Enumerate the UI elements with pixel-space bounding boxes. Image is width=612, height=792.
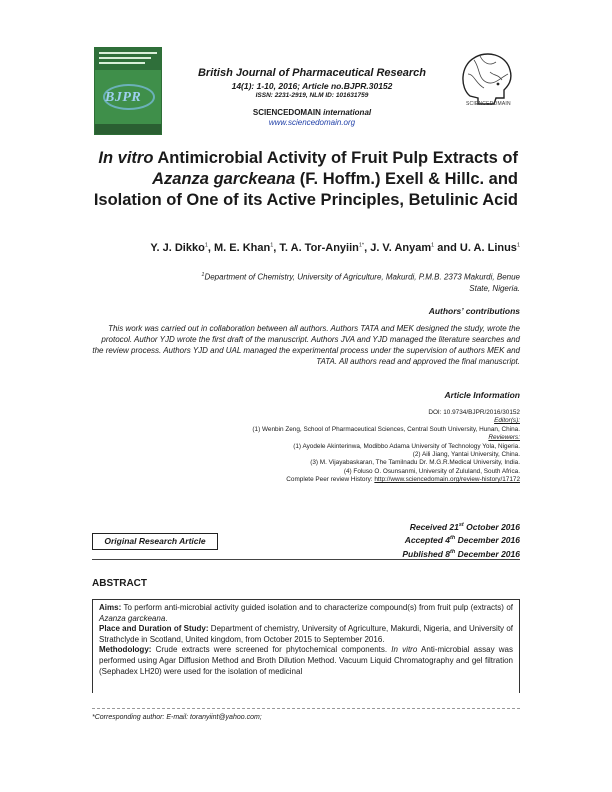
article-type-box: Original Research Article [92, 533, 218, 550]
received-date: Received 21st October 2016 [409, 521, 520, 532]
abstract-heading: ABSTRACT [92, 578, 147, 589]
accepted-date: Accepted 4th December 2016 [404, 535, 520, 546]
author-name: U. A. Linus [459, 242, 517, 254]
review-history: Complete Peer review History: http://www.sciencedomain.org/review-history/17172 [286, 476, 520, 484]
author-list: Y. J. Dikko$^1$, M. E. Khan$^1$, T. A. Tor-Anyiin$^{1*}$, J. V. Anyam$^1$ and U. A. Linus$^1$ [150, 242, 520, 254]
published-date: Published 8th December 2016 [402, 548, 520, 559]
publisher-url[interactable]: www.sciencedomain.org [268, 118, 356, 127]
publisher-name: SCIENCEDOMAIN international [252, 108, 372, 117]
reviewer-entry: (1) Ayodele Akinterinwa, Modibbo Adama University of Technology Yola, Nigeria. [293, 442, 520, 450]
head-logo-caption: SCIENCEDOMAIN [466, 101, 511, 107]
article-info-heading: Article Information [444, 390, 520, 400]
editors-label: Editor(s): [494, 417, 520, 425]
journal-cover-image [94, 47, 162, 135]
contributions-text: This work was carried out in collaboration between all authors. Authors TATA and MEK designed the study, wrote the protocol. Author YJD wrote the first draft of the manuscript. Authors JVA and YJD managed the literature searches and the review process. Authors YJD and UAL managed the experimental process under the supervision of authors MEK and TATA. All authors read and approved the final manuscript. [92, 324, 520, 366]
reviewer-entry: (2) Aili Jiang, Yantai University, China. [412, 451, 520, 459]
contributions-heading: Authors’ contributions [428, 306, 520, 316]
editor-entry: (1) Wenbin Zeng, School of Pharmaceutical Sciences, Central South University, Hunan, China. [252, 425, 520, 433]
review-history-link[interactable]: http://www.sciencedomain.org/review-history/17172 [374, 476, 520, 484]
publication-dates [300, 520, 520, 560]
journal-header [170, 67, 454, 127]
footnote-divider [92, 708, 520, 709]
article-title: In vitro Antimicrobial Activity of Fruit Pulp Extracts of Azanza garckeana (F. Hoffm.) Exell & Hillc. and Isolation of One of its Active Principles, Betulinic Acid [93, 149, 518, 209]
cover-logo-text: BJPR [105, 90, 142, 105]
reviewers-label: Reviewers: [488, 434, 520, 442]
abstract-methodology: Methodology: Crude extracts were screened for phytochemical components. In vitro Anti-microbial assay was performed using Agar Diffusion Method and Broth Dilution Method. Vacuum Liquid Chromatography and gel filtration (Sephadex LH20) were used for the isolation of medicinal [99, 645, 513, 676]
journal-issue: 14(1): 1-10, 2016; Article no.BJPR.30152 [231, 81, 393, 91]
reviewer-entry: (4) Foluso O. Osunsanmi, University of Zululand, South Africa. [343, 467, 520, 475]
reviewer-entry: (3) M. Vijayabaskaran, The Tamilnadu Dr. M.G.R.Medical University, India. [310, 459, 520, 467]
author-name: Y. J. Dikko [150, 242, 205, 254]
author-name: T. A. Tor-Anyiin [279, 242, 359, 254]
author-name: M. E. Khan [214, 242, 271, 254]
author-affiliation: $^1$Department of Chemistry, University of Agriculture, Makurdi, P.M.B. 2373 Makurdi, Benue State, Nigeria. [201, 272, 520, 293]
article-info-block [170, 409, 520, 485]
abstract-place: Place and Duration of Study: Department of chemistry, University of Agriculture, Makurdi, Nigeria, and University of Strathclyde in Scotland, United kingdom, from October 2015 to September 2016. [99, 624, 513, 644]
section-divider [92, 559, 520, 560]
abstract-box [92, 599, 520, 693]
doi: DOI: 10.9734/BJPR/2016/30152 [428, 409, 520, 416]
abstract-aims: Aims: To perform anti-microbial activity guided isolation and to characterize compound(s) from fruit pulp (extracts) of Azanza garckeana. [99, 603, 513, 623]
journal-name: British Journal of Pharmaceutical Research [197, 67, 427, 79]
corresponding-author-footnote: *Corresponding author: E-mail: toranyiint@yahoo.com; [92, 714, 262, 721]
author-name: J. V. Anyam [370, 242, 432, 254]
journal-issn: ISSN: 2231-2919, NLM ID: 101631759 [255, 92, 369, 99]
